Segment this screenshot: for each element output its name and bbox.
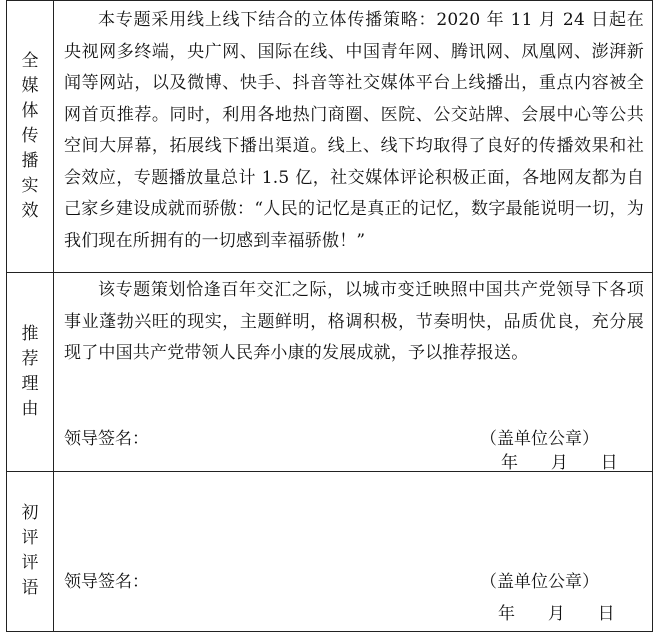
- review-content: [54, 472, 652, 631]
- evaluation-form-table: [6, 0, 653, 632]
- date-month: 月: [550, 453, 568, 474]
- row-recommend-reason: [7, 273, 653, 471]
- label-cell-recommend-reason: [7, 273, 54, 471]
- leader-signature-label: 领导签名：: [64, 429, 149, 450]
- content-cell-recommend-reason: [54, 273, 653, 474]
- content-cell-media-effect: [54, 1, 653, 273]
- date-year: 年: [498, 603, 515, 624]
- row-label: 初评评语: [21, 503, 39, 599]
- row-label: 推荐理由: [21, 324, 39, 420]
- recommend-content: [54, 273, 652, 474]
- label-cell-media-effect: [7, 1, 54, 273]
- date-month: 月: [547, 603, 565, 624]
- content-cell-initial-review: [54, 471, 653, 631]
- recommend-paragraph: 该专题策划恰逢百年交汇之际，以城市变迁映照中国共产党领导下各项事业蓬勃兴旺的现实，主题鲜明，格调积极，节奏明快，品质优良，充分展现了中国共产党带领人民奔小康的发展成就，予以推荐报送。: [64, 280, 644, 364]
- date-line: [501, 448, 618, 473]
- date-day: 日: [597, 603, 615, 624]
- row-label: 全媒体传播实效: [21, 51, 39, 222]
- date-year: 年: [501, 453, 518, 474]
- date-day: 日: [600, 453, 618, 474]
- media-effect-paragraph: 本专题采用线上线下结合的立体传播策略：2020 年 11 月 24 日起在央视网多终端，央广网、国际在线、中国青年网、腾讯网、凤凰网、澎湃新闻等网站，以及微博、快手、抖音等社交媒体平台上线播出，重点内容被全网首页推荐。同时，利用各地热门商圈、医院、公交站牌、会展中心等公共空间大屏幕，拓展线下播出渠道。线上、线下均取得了良好的传播效果和社会效应，专题播放量总计 1.5 亿，社交媒体评论积极正面，各地网友都为自己家乡建设成就而骄傲：“人民的记忆是真正的记忆，数字最能说明一切，为我们现在所拥有的一切感到幸福骄傲！”: [64, 10, 644, 251]
- date-line: [498, 599, 615, 624]
- unit-seal-label: （盖单位公章）: [480, 571, 599, 592]
- row-initial-review: [7, 471, 653, 631]
- label-cell-initial-review: [7, 471, 54, 631]
- leader-signature-label: 领导签名：: [64, 571, 149, 592]
- unit-seal-label: （盖单位公章）: [480, 429, 599, 450]
- row-media-effect: [7, 1, 653, 273]
